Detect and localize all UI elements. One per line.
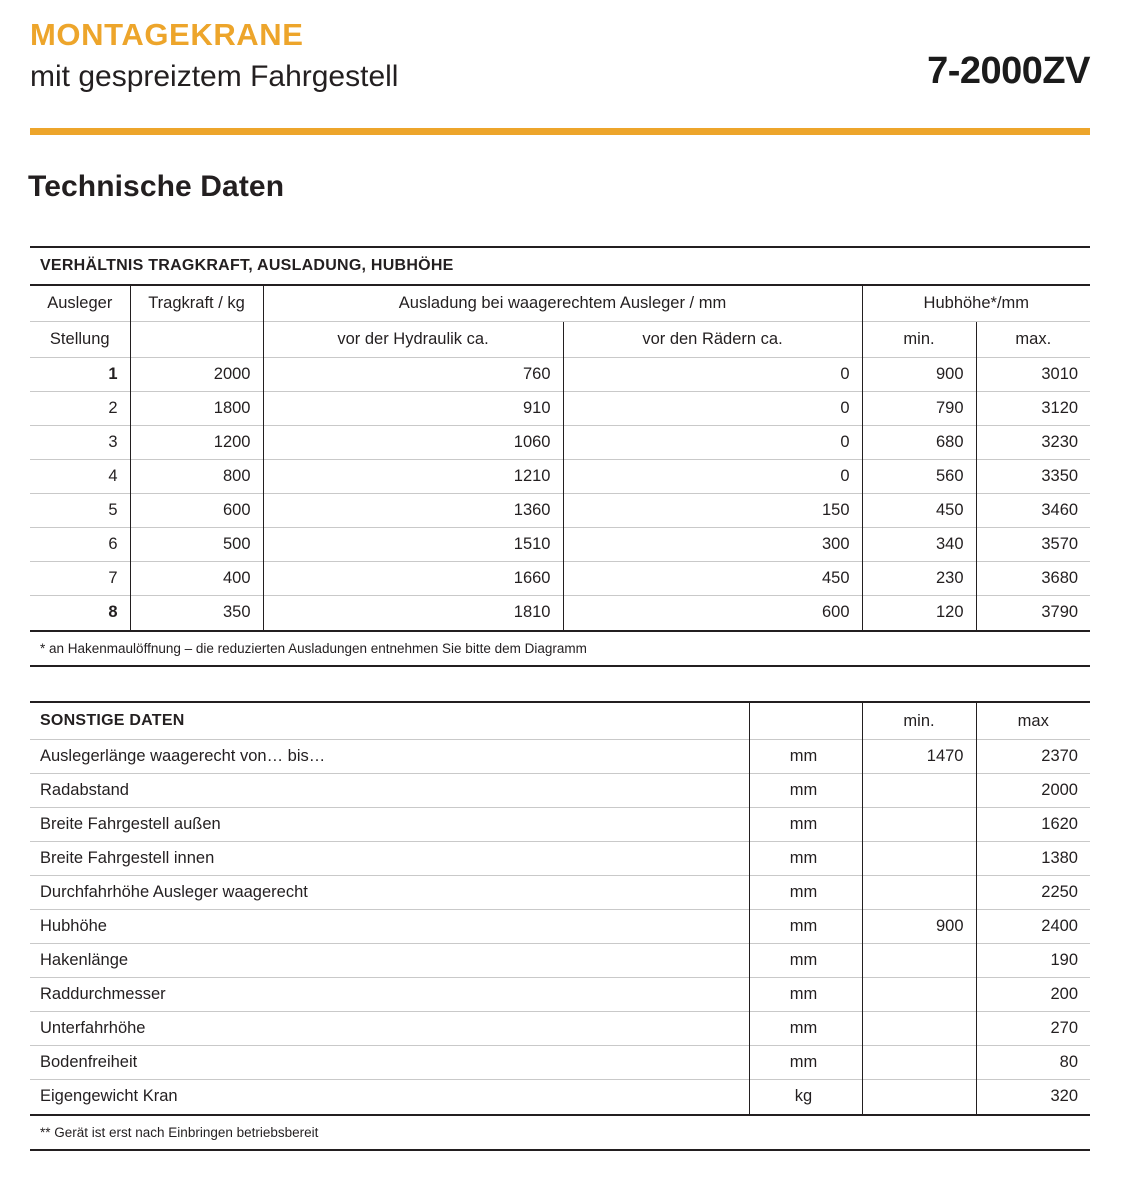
cell-tragkraft: 600 [130,494,263,528]
cell-unit: kg [749,1080,862,1114]
cell-max: 2250 [976,876,1090,910]
cell-vor-hydraulik: 1660 [263,562,563,596]
cell-hub-max: 3230 [976,426,1090,460]
cell-unit: mm [749,1046,862,1080]
cell-unit: mm [749,1012,862,1046]
header-ausleger: Ausleger [30,285,130,322]
table-row [30,978,1090,1012]
cell-hub-max: 3790 [976,596,1090,630]
table-row [30,944,1090,978]
other-data-footnote: ** Gerät ist erst nach Einbringen betriebsbereit [40,1124,319,1140]
cell-stellung: 7 [30,562,130,596]
cell-max: 2000 [976,774,1090,808]
cell-max: 1380 [976,842,1090,876]
cell-hub-max: 3120 [976,392,1090,426]
table-row [30,460,1090,494]
cell-hub-max: 3010 [976,358,1090,392]
cell-hub-max: 3680 [976,562,1090,596]
table-row [30,494,1090,528]
cell-vor-hydraulik: 1060 [263,426,563,460]
cell-max: 190 [976,944,1090,978]
capacity-footnote-wrap [30,630,1090,668]
cell-label: Auslegerlänge waagerecht von… bis… [30,740,749,774]
cell-max: 2370 [976,740,1090,774]
cell-hub-max: 3350 [976,460,1090,494]
cell-unit: mm [749,774,862,808]
capacity-table-block [30,246,1090,667]
header-hub-min: min. [862,322,976,358]
cell-unit: mm [749,944,862,978]
cell-max: 270 [976,1012,1090,1046]
cell-tragkraft: 500 [130,528,263,562]
cell-unit: mm [749,876,862,910]
brand-subtitle: mit gespreiztem Fahrgestell [30,59,399,93]
header-ausladung-group: Ausladung bei waagerechtem Ausleger / mm [263,285,862,322]
cell-min [862,842,976,876]
other-data-table [30,701,1090,1114]
cell-label: Bodenfreiheit [30,1046,749,1080]
table-row [30,528,1090,562]
cell-hub-min: 120 [862,596,976,630]
cell-stellung: 8 [30,596,130,630]
cell-min [862,978,976,1012]
cell-vor-raedern: 300 [563,528,862,562]
cell-vor-hydraulik: 1810 [263,596,563,630]
cell-unit: mm [749,910,862,944]
cell-vor-raedern: 0 [563,426,862,460]
header-vor-raedern: vor den Rädern ca. [563,322,862,358]
cell-label: Hakenlänge [30,944,749,978]
cell-min: 900 [862,910,976,944]
table-row [30,842,1090,876]
cell-label: Breite Fahrgestell innen [30,842,749,876]
cell-tragkraft: 400 [130,562,263,596]
cell-min [862,1012,976,1046]
cell-vor-hydraulik: 1510 [263,528,563,562]
table-header-row-1 [30,285,1090,322]
table2-header-row [30,702,1090,740]
capacity-table-footnote: * an Hakenmaulöffnung – die reduzierten Ausladungen entnehmen Sie bitte dem Diagramm [40,640,587,656]
table-row [30,392,1090,426]
cell-label: Hubhöhe [30,910,749,944]
table-row [30,876,1090,910]
cell-hub-min: 900 [862,358,976,392]
header-hub-max: max. [976,322,1090,358]
cell-tragkraft: 1800 [130,392,263,426]
table-row [30,426,1090,460]
cell-vor-hydraulik: 760 [263,358,563,392]
cell-max: 1620 [976,808,1090,842]
cell-stellung: 3 [30,426,130,460]
cell-min [862,774,976,808]
cell-label: Breite Fahrgestell außen [30,808,749,842]
cell-vor-raedern: 0 [563,358,862,392]
table-row [30,740,1090,774]
header-row [30,18,1090,96]
page-title: Technische Daten [28,170,285,203]
cell-tragkraft: 350 [130,596,263,630]
table-row [30,1012,1090,1046]
cell-vor-raedern: 450 [563,562,862,596]
accent-divider [30,128,1090,135]
table-row [30,562,1090,596]
table-row [30,1046,1090,1080]
cell-hub-max: 3460 [976,494,1090,528]
cell-min [862,808,976,842]
cell-unit: mm [749,808,862,842]
cell-min [862,1080,976,1114]
header-unit [749,702,862,740]
header-title-group [30,18,398,96]
table-row [30,1080,1090,1114]
cell-max: 2400 [976,910,1090,944]
cell-min [862,944,976,978]
header-max: max [976,702,1090,740]
cell-max: 320 [976,1080,1090,1114]
cell-hub-min: 450 [862,494,976,528]
cell-min: 1470 [862,740,976,774]
cell-hub-min: 230 [862,562,976,596]
cell-stellung: 2 [30,392,130,426]
cell-hub-min: 560 [862,460,976,494]
cell-vor-raedern: 0 [563,460,862,494]
cell-label: Radabstand [30,774,749,808]
cell-vor-hydraulik: 910 [263,392,563,426]
cell-min [862,1046,976,1080]
cell-label: Durchfahrhöhe Ausleger waagerecht [30,876,749,910]
table-row [30,774,1090,808]
cell-label: Eigengewicht Kran [30,1080,749,1114]
cell-min [862,876,976,910]
capacity-table [30,246,1090,630]
cell-hub-min: 790 [862,392,976,426]
brand-title: MONTAGEKRANE [30,17,304,52]
capacity-table-caption: VERHÄLTNIS TRAGKRAFT, AUSLADUNG, HUBHÖHE [30,247,1090,285]
table-header-row-2 [30,322,1090,358]
cell-vor-hydraulik: 1210 [263,460,563,494]
cell-label: Raddurchmesser [30,978,749,1012]
page-header [0,0,1130,140]
table-row [30,596,1090,630]
cell-vor-hydraulik: 1360 [263,494,563,528]
other-data-table-block [30,701,1090,1151]
table-row [30,808,1090,842]
cell-unit: mm [749,740,862,774]
cell-hub-min: 340 [862,528,976,562]
cell-tragkraft: 1200 [130,426,263,460]
cell-label: Unterfahrhöhe [30,1012,749,1046]
cell-stellung: 5 [30,494,130,528]
other-data-footnote-wrap [30,1114,1090,1152]
cell-tragkraft: 2000 [130,358,263,392]
header-vor-hydraulik: vor der Hydraulik ca. [263,322,563,358]
cell-vor-raedern: 0 [563,392,862,426]
cell-vor-raedern: 600 [563,596,862,630]
cell-tragkraft: 800 [130,460,263,494]
header-stellung: Stellung [30,322,130,358]
header-tragkraft: Tragkraft / kg [130,285,263,322]
table-caption-row [30,247,1090,285]
cell-max: 80 [976,1046,1090,1080]
header-min: min. [862,702,976,740]
cell-hub-max: 3570 [976,528,1090,562]
header-hubhoehe-group: Hubhöhe*/mm [862,285,1090,322]
other-data-caption: SONSTIGE DATEN [30,702,749,740]
cell-max: 200 [976,978,1090,1012]
header-tragkraft-sub [130,322,263,358]
cell-unit: mm [749,978,862,1012]
table-row [30,910,1090,944]
cell-vor-raedern: 150 [563,494,862,528]
cell-stellung: 1 [30,358,130,392]
cell-unit: mm [749,842,862,876]
cell-stellung: 4 [30,460,130,494]
table-row [30,358,1090,392]
cell-stellung: 6 [30,528,130,562]
cell-hub-min: 680 [862,426,976,460]
model-number: 7-2000ZV [927,49,1090,92]
